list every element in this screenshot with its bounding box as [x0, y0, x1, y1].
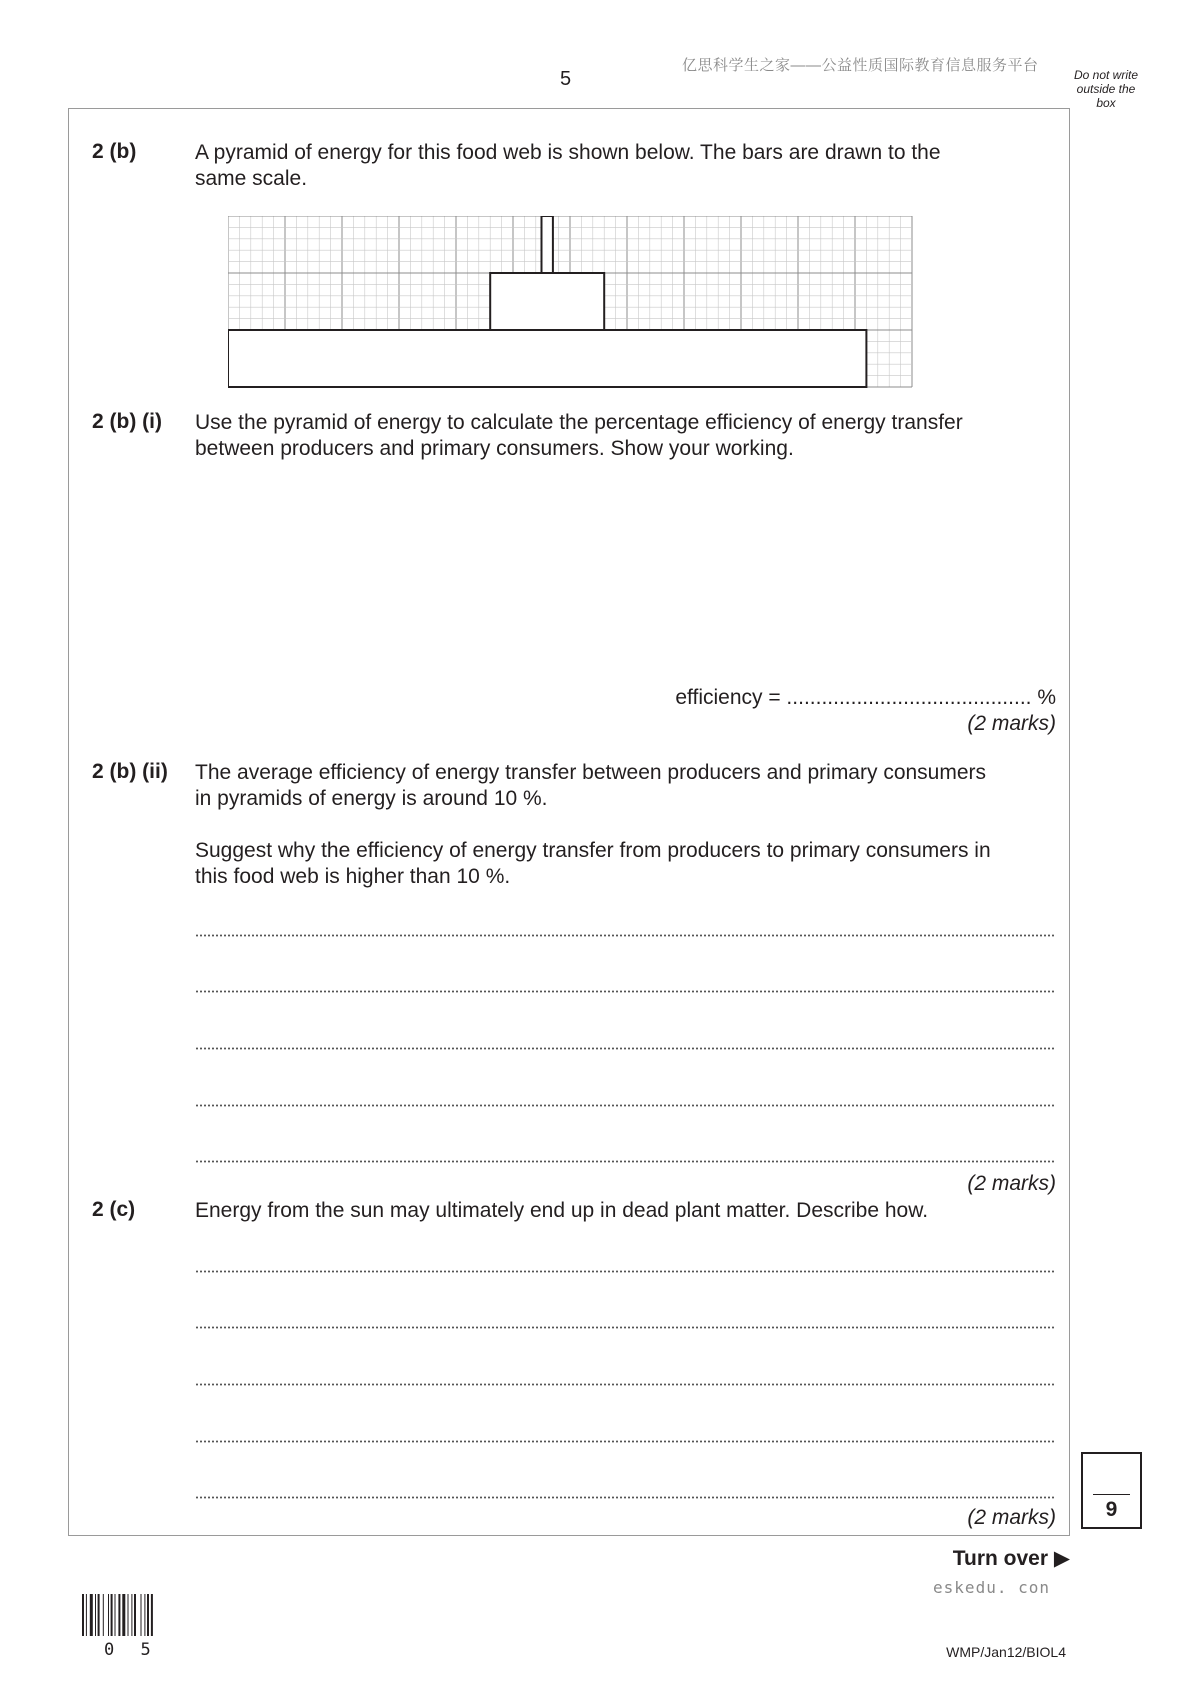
margin-note-line: box — [1096, 96, 1116, 110]
barcode-number: 0 5 — [104, 1640, 159, 1660]
marks-label: (2 marks) — [967, 1172, 1056, 1195]
pyramid-bar-producers — [228, 330, 866, 387]
question-2c-text: Energy from the sun may ultimately end up in dead plant matter. Describe how. — [195, 1199, 929, 1222]
efficiency-answer-line[interactable]: efficiency = .......................................... % — [675, 686, 1056, 709]
question-text-line: A pyramid of energy for this food web is shown below. The bars are drawn to the — [195, 141, 941, 164]
question-number-2c: 2 (c) — [92, 1198, 136, 1221]
answer-dotted-line[interactable] — [195, 1440, 1055, 1443]
barcode-bar — [144, 1594, 145, 1636]
barcode-bar — [151, 1594, 153, 1636]
pyramid-bar-primary-consumers — [490, 273, 604, 330]
barcode-bar — [134, 1594, 136, 1636]
question-2bii-text — [195, 760, 1055, 812]
page-number: 5 — [560, 68, 572, 90]
barcode-bar — [128, 1594, 129, 1636]
answer-dotted-line[interactable] — [195, 934, 1055, 937]
energy-pyramid-chart — [228, 216, 918, 388]
question-number-2bi: 2 (b) (i) — [92, 410, 162, 433]
answer-dotted-line[interactable] — [195, 990, 1055, 993]
barcode-bar — [147, 1594, 149, 1636]
marks-label: (2 marks) — [967, 1506, 1056, 1529]
watermark-text: 亿思科学生之家——公益性质国际教育信息服务平台 — [682, 57, 1039, 74]
site-watermark: eskedu. con — [933, 1578, 1050, 1597]
question-number-2bii: 2 (b) (ii) — [92, 760, 168, 783]
barcode-bar — [111, 1594, 113, 1636]
chart-bars — [228, 216, 866, 387]
answer-dotted-line[interactable] — [195, 1104, 1055, 1107]
question-text-line: this food web is higher than 10 %. — [195, 865, 511, 888]
answer-dotted-line[interactable] — [195, 1270, 1055, 1273]
turn-over-label: Turn over ▶ — [952, 1547, 1070, 1570]
barcode-bar — [98, 1594, 100, 1636]
barcode-bar — [86, 1594, 87, 1636]
barcode-bar — [90, 1594, 93, 1636]
barcode-bar — [141, 1594, 142, 1636]
answer-dotted-line[interactable] — [195, 1496, 1055, 1499]
barcode-image — [82, 1594, 178, 1638]
question-text-line: Suggest why the efficiency of energy transfer from producers to primary consumers in — [195, 839, 991, 862]
paper-code: WMP/Jan12/BIOL4 — [946, 1644, 1066, 1660]
score-box — [1081, 1452, 1142, 1529]
answer-dotted-line[interactable] — [195, 1047, 1055, 1050]
margin-note-line: outside the — [1076, 82, 1136, 96]
question-2bii-prompt — [195, 838, 1055, 890]
question-2b-text — [195, 140, 1055, 192]
question-text-line: The average efficiency of energy transfer between producers and primary consumers — [195, 761, 987, 784]
answer-dotted-line[interactable] — [195, 1160, 1055, 1163]
score-divider — [1093, 1494, 1130, 1495]
question-text-line: same scale. — [195, 167, 308, 190]
marks-label: (2 marks) — [967, 712, 1056, 735]
barcode-bar — [118, 1594, 120, 1636]
score-total: 9 — [1105, 1498, 1118, 1521]
question-text-line: Use the pyramid of energy to calculate the percentage efficiency of energy transfer — [195, 411, 963, 434]
barcode-bar — [131, 1594, 132, 1636]
barcode-bar — [103, 1594, 104, 1636]
question-text-line: between producers and primary consumers. Show your working. — [195, 437, 794, 460]
barcode-bar — [82, 1594, 84, 1636]
question-text-line: in pyramids of energy is around 10 %. — [195, 787, 548, 810]
answer-dotted-line[interactable] — [195, 1326, 1055, 1329]
barcode-bar — [108, 1594, 109, 1636]
question-2bi-text — [195, 410, 1055, 462]
margin-note-line: Do not write — [1073, 68, 1139, 82]
answer-dotted-line[interactable] — [195, 1383, 1055, 1386]
barcode-bar — [122, 1594, 125, 1636]
margin-note — [1066, 68, 1146, 110]
pyramid-bar-secondary-consumers — [542, 216, 553, 273]
barcode-bar — [115, 1594, 116, 1636]
question-number-2b: 2 (b) — [92, 140, 137, 163]
barcode-bar — [95, 1594, 96, 1636]
